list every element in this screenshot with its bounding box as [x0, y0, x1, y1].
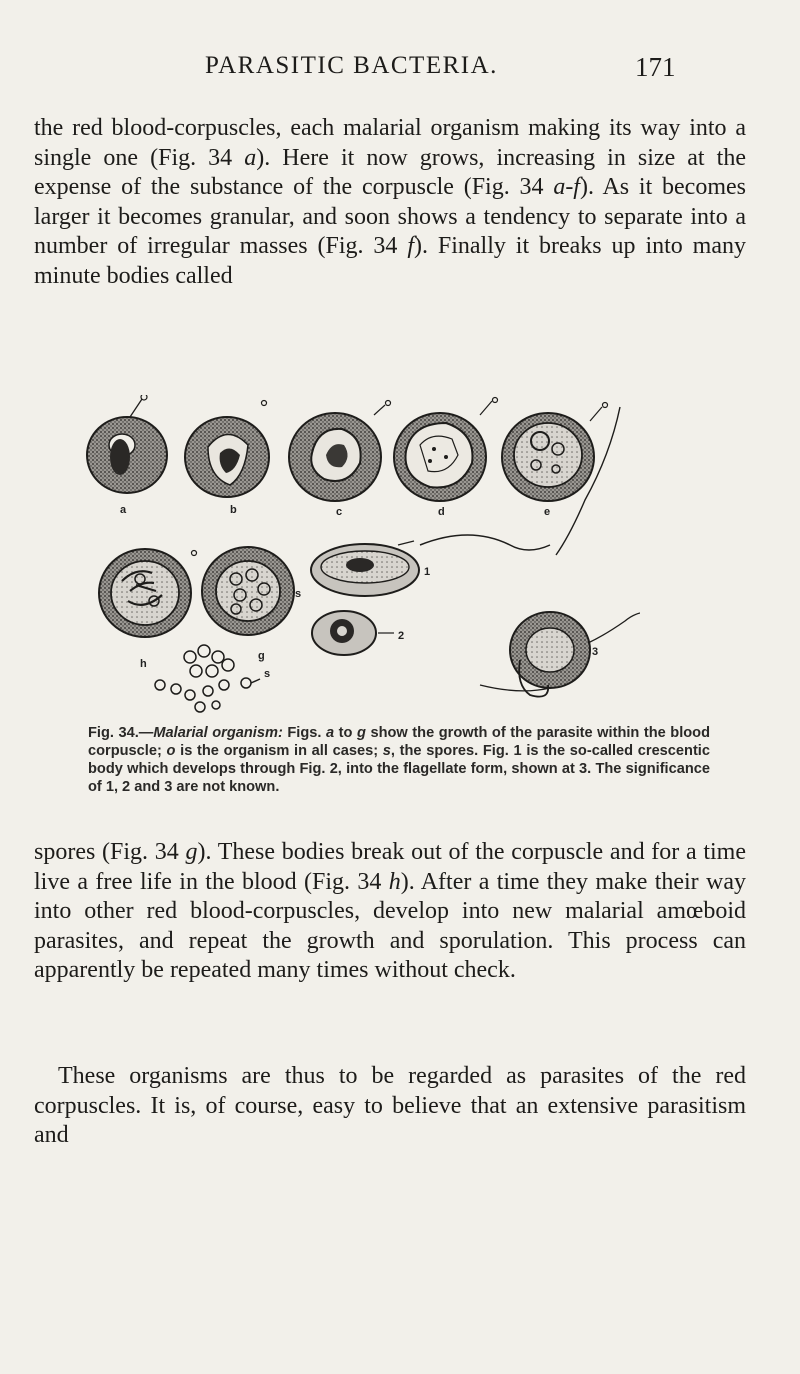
corpuscle-b: [185, 401, 269, 498]
label-1: 1: [424, 566, 431, 578]
label-c: c: [336, 506, 343, 518]
label-a: a: [120, 504, 127, 516]
label-d: d: [438, 506, 445, 518]
paragraph-2: spores (Fig. 34 g). These bodies break out of the corpuscle and for a time live a free life in the blood (Fig. 34 h). After a time they make their way into other red blood-corpuscles, develop into new malarial amœboid parasites, and repeat the growth and sporulation. This process can apparently be repeated many times without check.: [34, 839, 747, 983]
label-spore-s: s: [264, 668, 271, 680]
page-number: 171: [635, 52, 676, 82]
corpuscle-a: [87, 395, 167, 493]
page-header: [0, 52, 800, 92]
corpuscle-f: [99, 549, 197, 637]
label-e: e: [544, 506, 551, 518]
label-h: h: [140, 658, 147, 670]
label-2: 2: [398, 630, 405, 642]
running-title: PARASITIC BACTERIA.: [205, 52, 498, 79]
corpuscle-g: [202, 547, 301, 635]
label-b: b: [230, 504, 237, 516]
paragraph-1: the red blood-corpuscles, each malarial organism making its way into a single one (Fig. 34 a). Here it now grows, increasing in size at the expense of the substance of the corpuscle (Fig. 34 a-f). As it becomes larger it becomes granular, and soon shows a tendency to separate into a number of irregular masses (Fig. 34 f). Finally it breaks up into many minute bodies called: [34, 115, 746, 289]
free-spores-h: [155, 645, 260, 712]
figure-caption: Fig. 34.—Malarial organism: Figs. a to g show the growth of the parasite within the blood corpuscle; o is the organism in all cases; s, the spores. Fig. 1 is the so-called crescentic body which develops through Fig. 2, into the flagellate form, shown at 3. The significance of 1, 2 and 3 are not known.: [88, 725, 711, 795]
label-spore-g: g: [258, 650, 265, 662]
corpuscle-c: [289, 401, 391, 502]
body-2: [312, 611, 404, 655]
figure-34-malarial-organism: [80, 395, 640, 720]
label-3: 3: [592, 646, 599, 658]
crescentic-body-1: [311, 541, 430, 596]
flagellate-form-3: [420, 535, 640, 697]
paragraph-3: These organisms are thus to be regarded as parasites of the red corpuscles. It is, of course, easy to believe that an extensive parasitism and: [34, 1063, 746, 1148]
corpuscle-d: [394, 398, 498, 502]
label-s: s: [295, 588, 302, 600]
